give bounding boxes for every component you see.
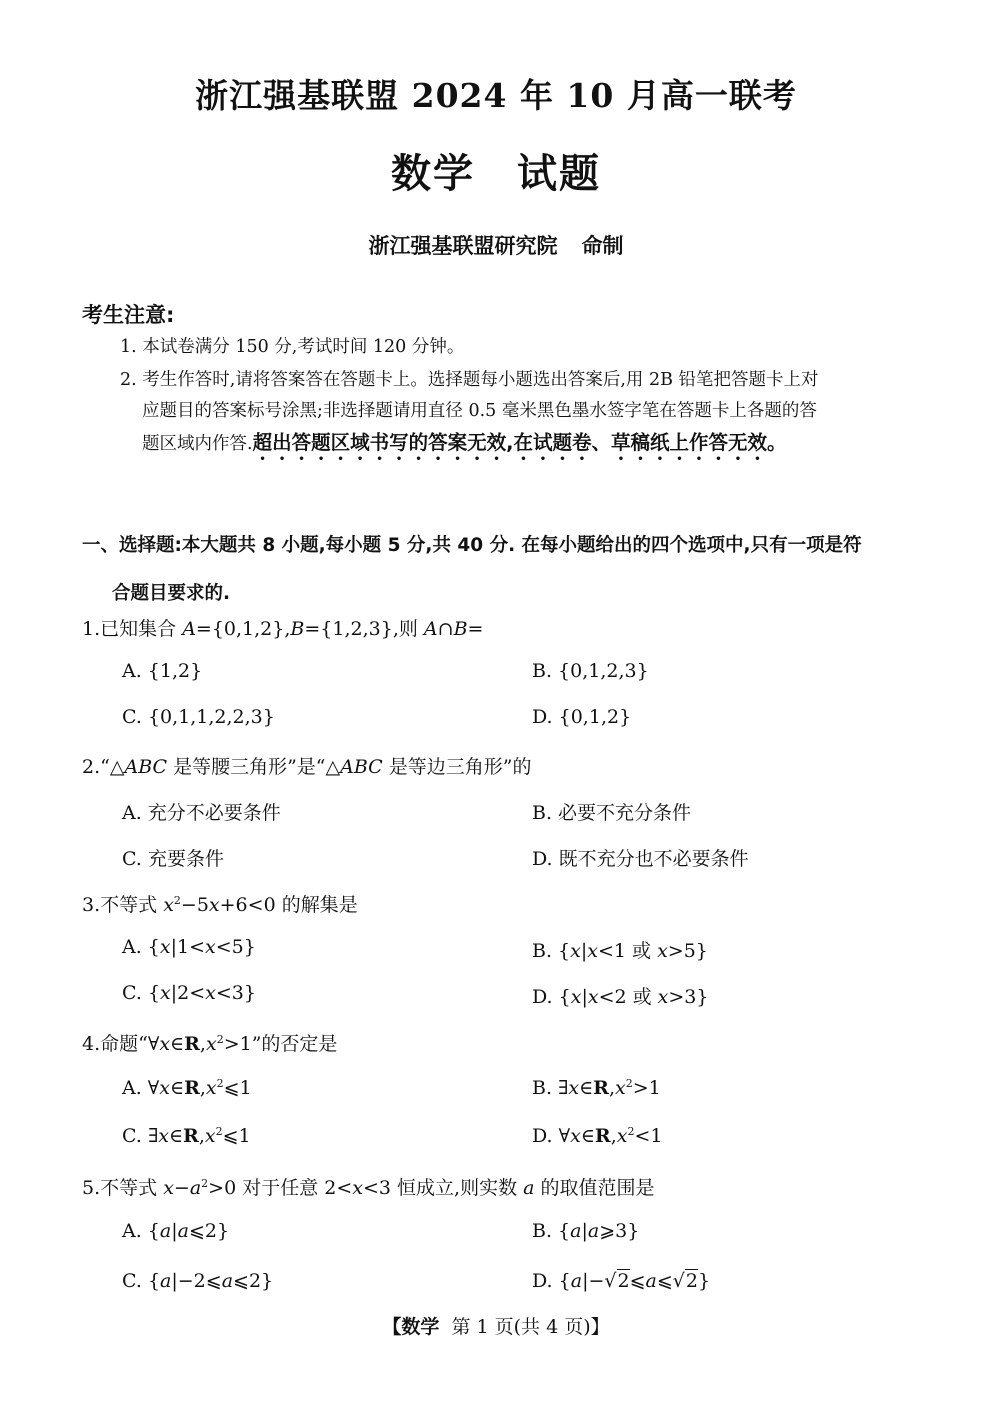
q3-option-b: B. {x|x<1 或 x>5}	[532, 940, 708, 962]
question-4-number: 4.	[82, 1033, 101, 1055]
question-2-number: 2.	[82, 756, 101, 778]
notice-item-2-line3	[120, 427, 920, 465]
q2-option-c: C. 充要条件	[122, 848, 224, 870]
q3-option-c: C. {x|2<x<3}	[122, 982, 256, 1004]
q4-option-b: B. $\exists x\in R,x^2>1$	[532, 1077, 661, 1099]
question-2: 2.“△ABC 是等腰三角形”是“△ABC 是等边三角形”的	[82, 756, 532, 778]
page-footer	[0, 1312, 992, 1339]
notice-emphasis: 超出答题区域书写的答案无效,在试题卷、草稿纸上作答无效。	[252, 431, 787, 454]
q3-option-d: D. {x|x<2 或 x>3}	[532, 986, 709, 1008]
question-1-number: 1.	[82, 618, 101, 640]
question-1: 1.已知集合 A={0,1,2},B={1,2,3},则 A∩B=	[82, 618, 484, 640]
question-5-number: 5.	[82, 1177, 101, 1199]
q4-option-c: C. $\exists x\in R,x^2⩽1$	[122, 1125, 251, 1147]
q4-option-d: D. $\forall x\in R,x^2<1$	[532, 1125, 663, 1147]
exam-title: 浙江强基联盟 2024 年 10 月高一联考	[195, 76, 797, 115]
q5-option-c: C. {a|−2⩽a⩽2}	[122, 1270, 274, 1292]
q5-option-a: A. {a|a⩽2}	[122, 1220, 230, 1242]
subtitle-word: 试题	[517, 150, 601, 197]
notice-item-1: 1. 本试卷满分 150 分,考试时间 120 分钟。	[120, 337, 465, 357]
question-3: 3.不等式 $x^2-5x+6<0$ 的解集是	[82, 894, 358, 916]
q1-option-d: D. {0,1,2}	[532, 706, 632, 728]
q2-option-b: B. 必要不充分条件	[532, 802, 692, 824]
footer-page: 第 1 页(共 4 页)】	[451, 1316, 610, 1338]
q2-option-d: D. 既不充分也不必要条件	[532, 848, 749, 870]
question-5: 5.不等式 $x-a^2>0$ 对于任意 2<x<3 恒成立,则实数 a 的取值范围是	[82, 1177, 655, 1199]
notice-item-2-line3-text: 题区域内作答.	[142, 434, 253, 454]
question-3-number: 3.	[82, 894, 101, 916]
q3-option-a: A. {x|1<x<5}	[122, 936, 256, 958]
compiler-org: 浙江强基联盟研究院	[368, 234, 558, 258]
section-heading	[82, 522, 922, 618]
q5-option-b: B. {a|a⩾3}	[532, 1220, 640, 1242]
q5-option-d: D. {a|−√2⩽a⩽√2}	[532, 1270, 711, 1292]
q1-option-c: C. {0,1,1,2,2,3}	[122, 706, 275, 728]
footer-subject: 【数学	[382, 1316, 440, 1338]
notice-item-2	[120, 365, 920, 465]
question-4: 4.命题“$\forall x\in R,x^2>1$”的否定是	[82, 1033, 338, 1055]
q2-option-a: A. 充分不必要条件	[122, 802, 281, 824]
section-line-2: 合题目要求的.	[112, 583, 231, 604]
notice-heading: 考生注意:	[82, 303, 175, 327]
q1-option-b: B. {0,1,2,3}	[532, 660, 649, 682]
section-line-1: 一、选择题:本大题共 8 小题,每小题 5 分,共 40 分. 在每小题给出的四个选项中,只有一项是符	[82, 535, 862, 556]
subject-name: 数学	[391, 150, 475, 197]
exam-subtitle	[0, 142, 992, 199]
compiler-role: 命制	[581, 234, 624, 258]
notice-item-2-line2: 应题目的答案标号涂黑;非选择题请用直径 0.5 毫米黑色墨水签字笔在答题卡上各题的答	[142, 401, 817, 421]
q4-option-a: A. $\forall x\in R,x^2⩽1$	[122, 1077, 252, 1099]
notice-item-2-line1: 2. 考生作答时,请将答案答在答题卡上。选择题每小题选出答案后,用 2B 铅笔把答题卡上对	[120, 370, 819, 390]
compiler-line	[0, 230, 992, 260]
q1-option-a: A. {1,2}	[122, 660, 203, 682]
